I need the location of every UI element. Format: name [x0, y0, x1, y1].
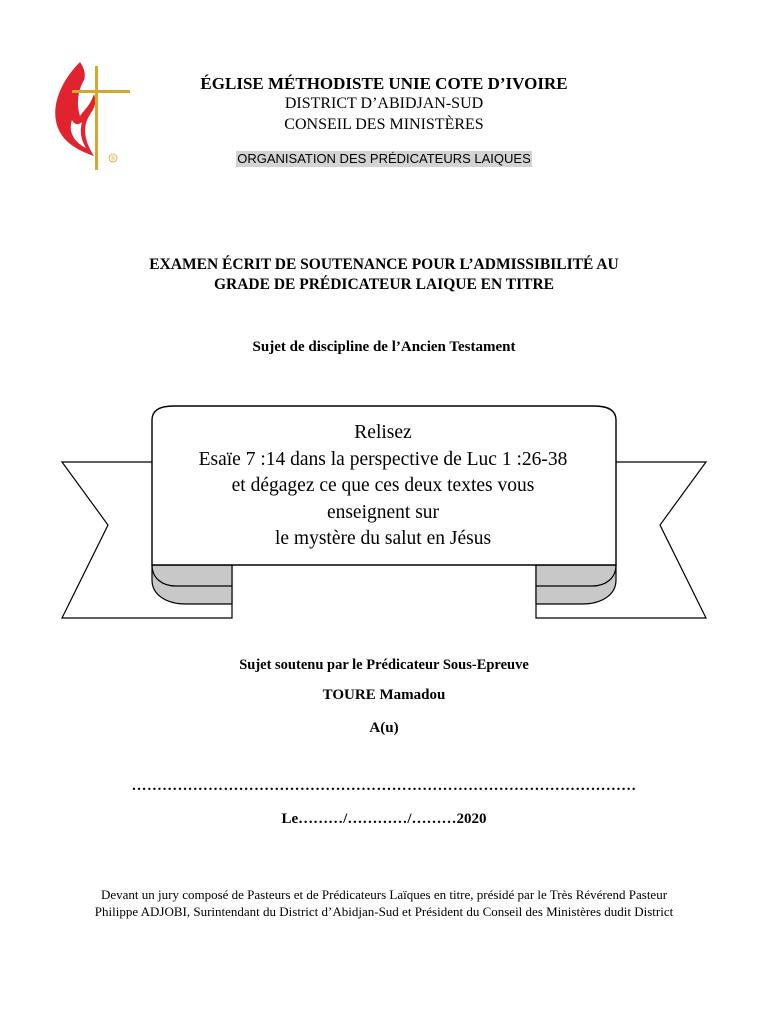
organisation-line [0, 150, 768, 168]
banner-line: le mystère du salut en Jésus [274, 528, 492, 549]
dotted-line: ……………………………………………………………………………………… [131, 778, 637, 794]
candidate-name: TOURE Mamadou [322, 687, 446, 703]
church-name: ÉGLISE MÉTHODISTE UNIE COTE D’IVOIRE [200, 74, 568, 93]
council-name: CONSEIL DES MINISTÈRES [284, 116, 484, 133]
exam-title-line1: EXAMEN ÉCRIT DE SOUTENANCE POUR L’ADMISSIBILITÉ AU [149, 256, 619, 273]
banner-line: enseignent sur [326, 501, 440, 523]
banner-line: Esaïe 7 :14 dans la perspective de Luc 1 :26-38 [198, 448, 568, 470]
candidate-au: A(u) [369, 720, 399, 736]
exam-title-line2: GRADE DE PRÉDICATEUR LAIQUE EN TITRE [213, 276, 555, 293]
organisation-name: ORGANISATION DES PRÉDICATEURS LAIQUES [237, 151, 531, 166]
banner-text [150, 420, 616, 553]
date-line: Le………/…………/………2020 [281, 811, 487, 827]
exam-subject: Sujet de discipline de l’Ancien Testament [252, 339, 516, 355]
jury-statement: Devant un jury composé de Pasteurs et de Prédicateurs Laïques en titre, présidé par le Très Révérend Pasteur Philippe ADJOBI, Surintendant du District d’Abidjan-Sud et Président du Conseil des Ministères dudit District [94, 887, 674, 919]
banner-line: Relisez [354, 422, 412, 443]
district-name: DISTRICT D’ABIDJAN-SUD [284, 95, 484, 112]
candidate-label: Sujet soutenu par le Prédicateur Sous-Epreuve [239, 657, 529, 673]
registered-mark: ® [110, 156, 116, 163]
banner-line: et dégagez ce que ces deux textes vous [231, 475, 535, 496]
